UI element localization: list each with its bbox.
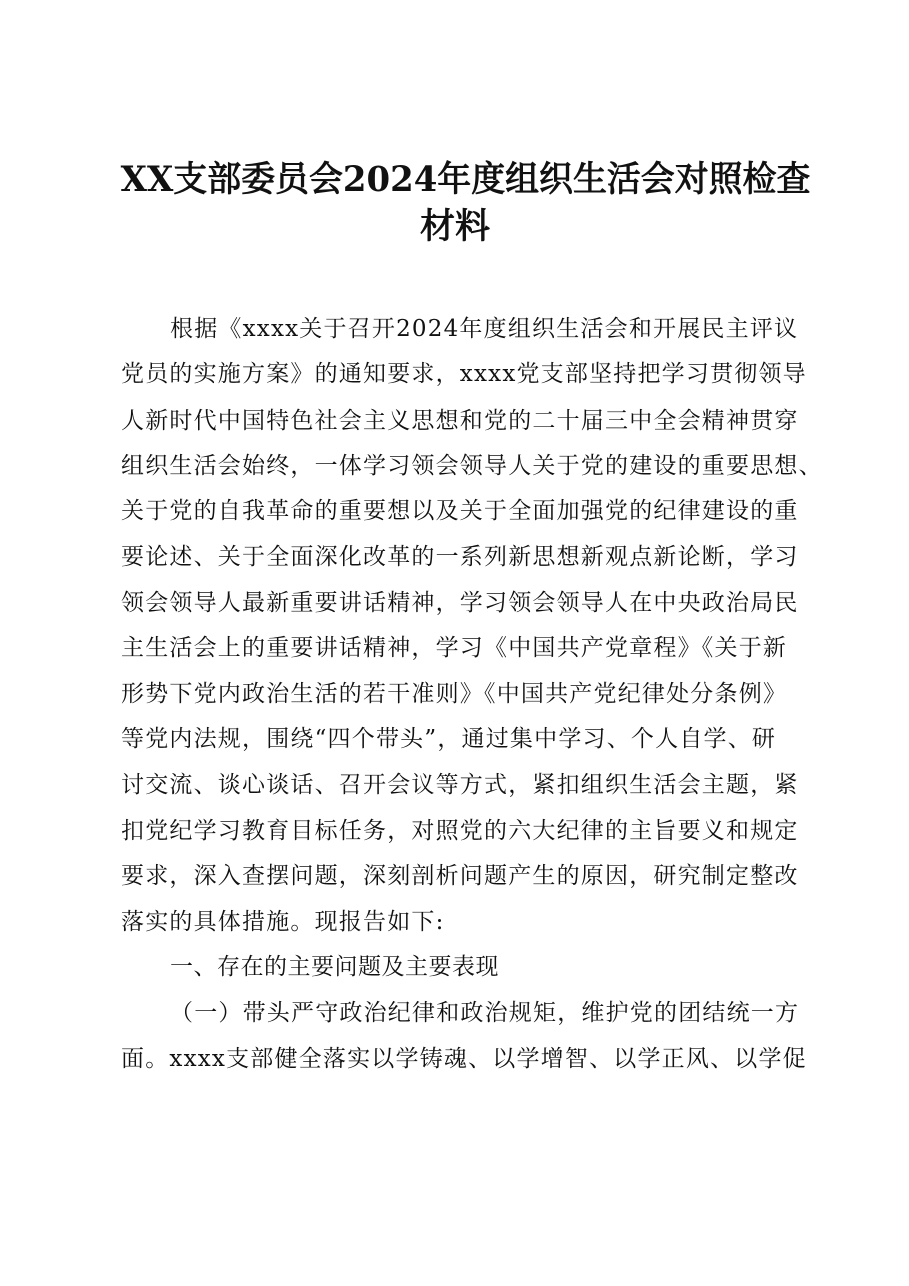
paragraph-line: 根据《xxxx关于召开2024年度组织生活会和开展民主评议 — [170, 316, 799, 342]
subsection-line: 面。xxxx支部健全落实以学铸魂、以学增智、以学正风、以学促 — [121, 1046, 807, 1072]
paragraph-line: 组织生活会始终，一体学习领会领导人关于党的建设的重要思想、 — [121, 453, 823, 479]
paragraph-line: 要论述、关于全面深化改革的一系列新思想新观点新论断，学习 — [121, 544, 799, 570]
section-heading: 一、存在的主要问题及主要表现 — [170, 954, 499, 980]
paragraph-line: 落实的具体措施。现报告如下: — [121, 909, 445, 935]
paragraph-line: 关于党的自我革命的重要想以及关于全面加强党的纪律建设的重 — [121, 498, 799, 524]
paragraph-line: 要求，深入查摆问题，深刻剖析问题产生的原因，研究制定整改 — [121, 863, 799, 889]
paragraph-line: 扣党纪学习教育目标任务，对照党的六大纪律的主旨要义和规定 — [121, 818, 799, 844]
paragraph-line: 主生活会上的重要讲话精神，学习《中国共产党章程》《关于新 — [121, 635, 788, 661]
document-title-line-1: XX支部委员会2024年度组织生活会对照检查 — [120, 159, 811, 200]
document-title-line-2: 材料 — [419, 206, 490, 247]
paragraph-line: 形势下党内政治生活的若干准则》《中国共产党纪律处分条例》 — [121, 681, 788, 707]
paragraph-line: 讨交流、谈心谈话、召开会议等方式，紧扣组织生活会主题，紧 — [121, 772, 799, 798]
subsection-line: （一）带头严守政治纪律和政治规矩，维护党的团结统一方 — [170, 1000, 800, 1026]
paragraph-line: 领会领导人最新重要讲话精神，学习领会领导人在中央政治局民 — [121, 590, 799, 616]
paragraph-line: 党员的实施方案》的通知要求，xxxx党支部坚持把学习贯彻领导 — [121, 361, 807, 387]
paragraph-line: 人新时代中国特色社会主义思想和党的二十届三中全会精神贯穿 — [121, 408, 799, 434]
paragraph-line: 等党内法规，围绕“四个带头”，通过集中学习、个人自学、研 — [121, 726, 777, 752]
